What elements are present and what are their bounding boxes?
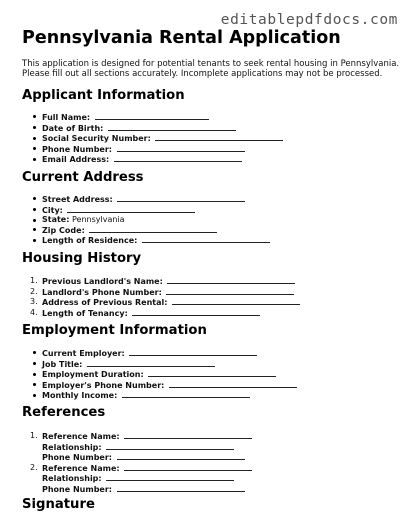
current-employer-blank[interactable] <box>129 348 257 356</box>
intro-line-2: Please fill out all sections accurately. Incomplete applications may not be processed. <box>22 69 383 79</box>
field-label: Phone Number: <box>42 484 112 494</box>
field-phone-number <box>42 144 283 155</box>
previous-landlord-name-blank[interactable] <box>167 276 295 284</box>
field-length-of-residence <box>42 235 270 246</box>
field-date-of-birth <box>42 123 283 134</box>
reference-1-phone-blank[interactable] <box>117 452 245 460</box>
page-title: Pennsylvania Rental Application <box>22 28 341 48</box>
date-of-birth-blank[interactable] <box>108 123 236 131</box>
field-label: Length of Residence: <box>42 236 138 246</box>
field-label: Relationship: <box>42 474 102 484</box>
intro-text <box>22 59 402 79</box>
references-list <box>42 431 252 495</box>
field-label: Employment Duration: <box>42 370 144 380</box>
field-previous-landlord-name <box>42 276 300 287</box>
field-label: Employer's Phone Number: <box>42 380 165 390</box>
length-of-tenancy-blank[interactable] <box>132 308 260 316</box>
field-full-name <box>42 112 283 123</box>
field-label: Email Address: <box>42 155 110 165</box>
ssn-blank[interactable] <box>155 133 283 141</box>
reference-1-phone <box>42 452 252 463</box>
field-label: Phone Number: <box>42 144 112 154</box>
reference-1-relationship <box>42 442 252 453</box>
field-street-address <box>42 194 270 205</box>
field-employer-phone-number <box>42 380 297 391</box>
field-label: Relationship: <box>42 442 102 452</box>
field-label: Current Employer: <box>42 349 125 358</box>
address-of-previous-rental-blank[interactable] <box>172 297 300 305</box>
monthly-income-blank[interactable] <box>122 390 250 398</box>
employer-phone-number-blank[interactable] <box>169 380 297 388</box>
field-label: Length of Tenancy: <box>42 308 128 318</box>
field-label: Job Title: <box>42 359 83 369</box>
field-landlord-phone-number <box>42 287 300 298</box>
field-label: Monthly Income: <box>42 391 118 401</box>
field-state <box>42 215 270 225</box>
intro-line-1: This application is designed for potential tenants to seek rental housing in Pennsylvania. <box>22 59 400 69</box>
field-label: Social Security Number: <box>42 134 151 144</box>
field-job-title <box>42 359 297 370</box>
field-label: Reference Name: <box>42 432 120 441</box>
field-label: Date of Birth: <box>42 123 104 133</box>
field-label: Street Address: <box>42 195 113 204</box>
employment-field-list <box>42 348 297 401</box>
section-heading-housing: Housing History <box>22 251 142 266</box>
field-employment-duration <box>42 369 297 380</box>
field-ssn <box>42 133 283 144</box>
reference-2-relationship-blank[interactable] <box>106 473 234 481</box>
email-address-blank[interactable] <box>114 154 242 162</box>
field-label: Landlord's Phone Number: <box>42 287 162 297</box>
reference-2-name-blank[interactable] <box>124 463 252 471</box>
reference-2-relationship <box>42 473 252 484</box>
landlord-phone-number-blank[interactable] <box>166 287 294 295</box>
reference-2-name <box>42 463 252 474</box>
applicant-field-list <box>42 112 283 165</box>
reference-2-phone-blank[interactable] <box>117 484 245 492</box>
field-label: Phone Number: <box>42 453 112 463</box>
section-heading-signature: Signature <box>22 497 95 512</box>
full-name-blank[interactable] <box>95 112 209 120</box>
city-blank[interactable] <box>67 205 195 213</box>
state-value[interactable]: Pennsylvania <box>71 215 125 225</box>
section-heading-references: References <box>22 405 106 420</box>
field-city <box>42 205 270 216</box>
employment-duration-blank[interactable] <box>148 369 276 377</box>
watermark: editablepdfdocs.com <box>220 12 398 28</box>
field-label: Previous Landlord's Name: <box>42 277 163 286</box>
reference-1-relationship-blank[interactable] <box>106 442 234 450</box>
field-length-of-tenancy <box>42 308 300 319</box>
field-email-address <box>42 154 283 165</box>
zip-code-blank[interactable] <box>89 225 217 233</box>
field-address-of-previous-rental <box>42 297 300 308</box>
field-label: State: <box>42 215 70 225</box>
section-heading-applicant: Applicant Information <box>22 88 185 103</box>
section-heading-employment: Employment Information <box>22 323 207 338</box>
field-zip-code <box>42 225 270 236</box>
section-heading-address: Current Address <box>22 170 144 185</box>
field-label: City: <box>42 205 63 215</box>
address-field-list <box>42 194 270 246</box>
field-label: Address of Previous Rental: <box>42 298 168 308</box>
reference-2-phone <box>42 484 252 495</box>
field-current-employer <box>42 348 297 359</box>
housing-field-list <box>42 276 300 318</box>
field-monthly-income <box>42 390 297 401</box>
length-of-residence-blank[interactable] <box>142 235 270 243</box>
street-address-blank[interactable] <box>117 194 245 202</box>
reference-1-name <box>42 431 252 442</box>
job-title-blank[interactable] <box>87 359 215 367</box>
field-label: Full Name: <box>42 113 91 122</box>
reference-1-name-blank[interactable] <box>124 431 252 439</box>
field-label: Reference Name: <box>42 463 120 473</box>
field-label: Zip Code: <box>42 225 85 235</box>
phone-number-blank[interactable] <box>117 144 245 152</box>
